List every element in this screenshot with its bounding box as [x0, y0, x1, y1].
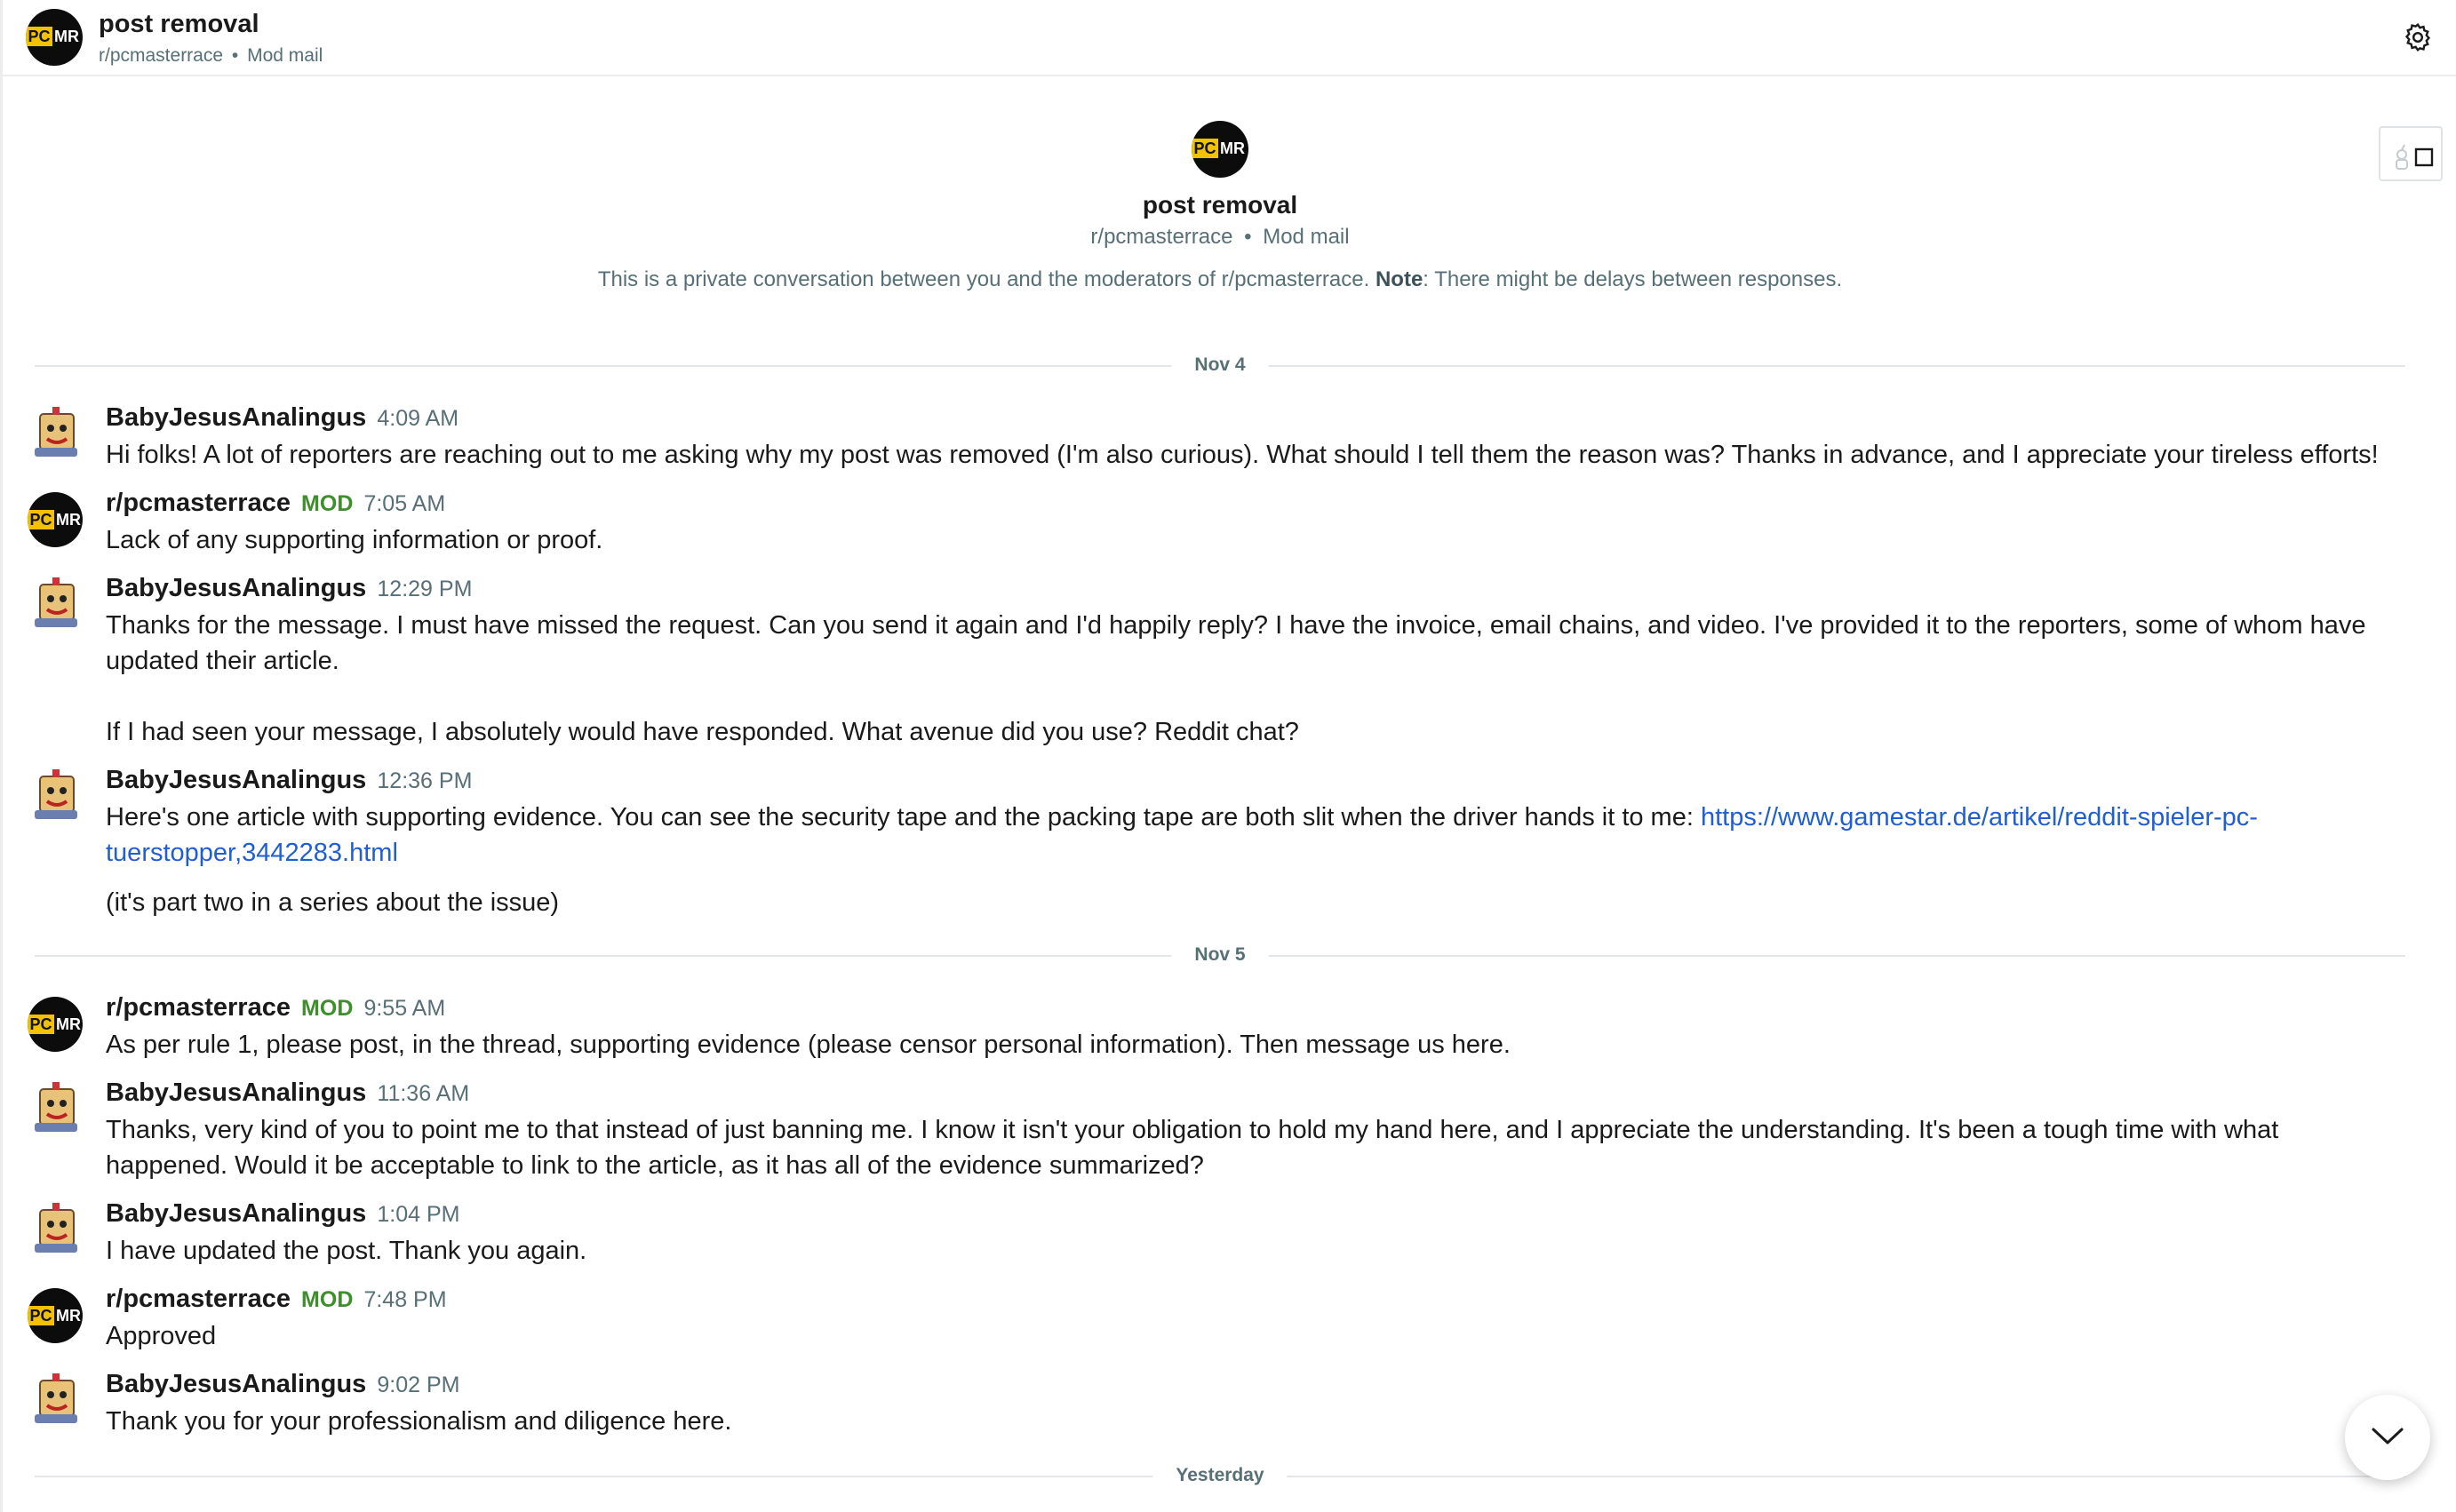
sidebar-toggle-button[interactable]	[2379, 126, 2443, 181]
message-body	[106, 522, 2407, 558]
author-name[interactable]: BabyJesusAnalingus	[106, 1078, 367, 1107]
privacy-note	[3, 267, 2437, 293]
message-text: (it's part two in a series about the issue)	[106, 888, 560, 917]
subreddit-avatar[interactable]	[28, 1288, 83, 1343]
subreddit-avatar[interactable]	[26, 9, 83, 66]
author-name[interactable]: BabyJesusAnalingus	[106, 574, 367, 602]
day-label: Nov 5	[1171, 942, 1268, 968]
intro-separator: •	[1244, 225, 1252, 249]
intro-subreddit[interactable]: r/pcmasterrace	[1090, 225, 1233, 249]
chevron-down-icon	[2370, 1425, 2405, 1448]
author-name[interactable]: BabyJesusAnalingus	[106, 1199, 367, 1228]
avatar-mr-text: MR	[56, 511, 81, 529]
message-text: As per rule 1, please post, in the thread, supporting evidence (please censor personal information). Then message us here.	[106, 1031, 1511, 1059]
user-avatar[interactable]	[28, 405, 84, 462]
intro-subtitle	[3, 224, 2437, 251]
message-body	[106, 437, 2407, 473]
message-body	[106, 1112, 2407, 1183]
avatar-mr-text: MR	[56, 1307, 81, 1325]
message-header	[106, 487, 445, 520]
intro-title: post removal	[1142, 191, 1298, 219]
author-name[interactable]: BabyJesusAnalingus	[106, 766, 367, 794]
user-avatar[interactable]	[28, 768, 84, 824]
message-text: Thanks, very kind of you to point me to that instead of just banning me. I know it isn't your obligation to hold my hand here, and I appreciate the understanding. It's been a tough time with what happened. Would it be acceptable to link to the article, as it has all of the evidence summarized?	[106, 1116, 2279, 1180]
user-avatar[interactable]	[28, 1201, 84, 1258]
avatar-pc-text: PC	[1192, 139, 1218, 158]
subreddit-avatar[interactable]	[28, 492, 83, 547]
message-text: If I had seen your message, I absolutely would have responded. What avenue did you use? Reddit chat?	[106, 718, 1299, 746]
user-avatar[interactable]	[28, 576, 84, 633]
day-label: Nov 4	[1171, 352, 1268, 378]
author-name[interactable]: r/pcmasterrace	[106, 1285, 291, 1313]
message-text: Thank you for your professionalism and diligence here.	[106, 1407, 732, 1436]
avatar-mr-text: MR	[54, 28, 79, 45]
conversation-header	[3, 0, 2456, 76]
snoo-icon	[2396, 145, 2407, 169]
message-text: Thanks for the message. I must have missed the request. Can you send it again and I'd happily reply? I have the invoice, email chains, and video. I've provided it to the reporters, some of whom have updated their article.	[106, 611, 2366, 675]
message-body	[106, 1233, 2407, 1269]
message-header	[106, 572, 472, 605]
privacy-note-text: This is a private conversation between you and the moderators of r/pcmasterrace.	[597, 267, 1370, 291]
avatar-pc-text: PC	[26, 27, 52, 46]
day-divider	[35, 1462, 2405, 1489]
message-header	[106, 764, 472, 797]
message-header	[106, 402, 459, 434]
scroll-to-bottom-button[interactable]	[2345, 1395, 2430, 1480]
message-text	[106, 800, 2407, 871]
intro-type: Mod mail	[1263, 225, 1350, 249]
message-time: 9:55 AM	[363, 996, 446, 1021]
day-divider	[35, 942, 2405, 968]
message-header	[106, 1077, 469, 1110]
message-time: 4:09 AM	[377, 406, 459, 431]
message-body	[106, 1404, 2407, 1439]
avatar-pc-text: PC	[28, 510, 54, 529]
message-time: 11:36 AM	[377, 1081, 470, 1106]
message-header	[106, 1368, 460, 1401]
message-header	[106, 1283, 447, 1316]
privacy-note-rest: : There might be delays between responses.	[1423, 267, 1843, 291]
avatar-mr-text: MR	[56, 1015, 81, 1033]
message-body	[106, 1027, 2407, 1062]
message-text: Hi folks! A lot of reporters are reaching out to me asking why my post was removed (I'm also curious). What should I tell them the reason was? Thanks in advance, and I appreciate your tireless efforts!	[106, 441, 2379, 469]
header-separator: •	[231, 45, 239, 66]
message-text: Lack of any supporting information or proof.	[106, 526, 603, 554]
message-header	[106, 991, 445, 1024]
user-avatar[interactable]	[28, 1372, 84, 1428]
message-time: 12:29 PM	[377, 577, 473, 601]
message-time: 7:48 PM	[363, 1287, 447, 1312]
message-time: 9:02 PM	[377, 1373, 460, 1397]
message-time: 7:05 AM	[363, 491, 446, 516]
avatar-mr-text: MR	[1220, 139, 1245, 157]
avatar-pc-text: PC	[28, 1306, 54, 1325]
privacy-note-bold: Note	[1375, 267, 1423, 291]
mod-badge: MOD	[301, 491, 354, 516]
message-text: Approved	[106, 1322, 217, 1350]
message-time: 1:04 PM	[377, 1202, 460, 1227]
author-name[interactable]: BabyJesusAnalingus	[106, 1370, 367, 1398]
author-name[interactable]: BabyJesusAnalingus	[106, 403, 367, 432]
message-time: 12:36 PM	[377, 768, 473, 793]
article-link[interactable]: https://www.gamestar.de/artikel/reddit-spieler-pc-tuerstopper,3442283.html	[106, 803, 2258, 867]
header-type: Mod mail	[247, 45, 323, 66]
header-subreddit[interactable]: r/pcmasterrace	[99, 45, 224, 66]
mod-badge: MOD	[301, 996, 354, 1021]
subreddit-avatar[interactable]	[28, 997, 83, 1052]
mod-badge: MOD	[301, 1287, 354, 1312]
user-avatar[interactable]	[28, 1080, 84, 1137]
message-body	[106, 1318, 2407, 1354]
intro-subreddit-avatar[interactable]	[1192, 121, 1248, 178]
gear-icon[interactable]	[2402, 21, 2434, 53]
day-divider	[35, 352, 2405, 378]
header-title: post removal	[99, 10, 259, 38]
author-name[interactable]: r/pcmasterrace	[106, 489, 291, 517]
author-name[interactable]: r/pcmasterrace	[106, 993, 291, 1022]
message-text: I have updated the post. Thank you again.	[106, 1237, 587, 1265]
avatar-pc-text: PC	[28, 1015, 54, 1034]
message-body	[106, 608, 2407, 750]
header-subtitle	[99, 44, 323, 68]
message-body	[106, 800, 2407, 920]
message-header	[106, 1198, 460, 1230]
day-label: Yesterday	[1152, 1462, 1287, 1489]
square-icon	[2416, 149, 2432, 165]
message-text-part: Here's one article with supporting evidence. You can see the security tape and the packing tape are both slit when the driver hands it to me:	[106, 803, 1701, 832]
